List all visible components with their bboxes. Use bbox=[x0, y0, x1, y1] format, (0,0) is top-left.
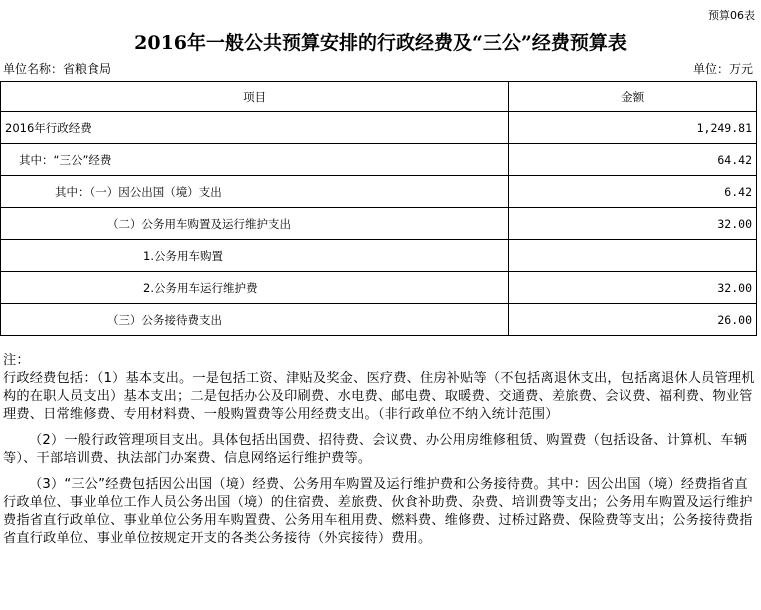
note-paragraph-3: （3）“三公”经费包括因公出国（境）经费、公务用车购置及运行维护费和公务接待费。其中：因公出国（境）经费指省直行政单位、事业单位工作人员公务出国（境）的住宿费、差旅费、伙食补助费、杂费、培训费等支出；公务用车购置及运行维护费指省直行政单位、事业单位公务用车购置费、公务用车租用费、燃料费、维修费、过桥过路费、保险费等支出；公务接待费指省直行政单位、事业单位按规定开支的各类公务接待（外宾接待）费用。 bbox=[3, 477, 753, 546]
table-header-row bbox=[1, 82, 757, 112]
notes-section bbox=[3, 352, 755, 548]
row-item: 2.公务用车运行维护费 bbox=[1, 272, 509, 304]
row-item: （二）公务用车购置及运行维护支出 bbox=[1, 208, 509, 240]
notes-heading: 注： bbox=[3, 353, 30, 368]
table-row bbox=[1, 304, 757, 336]
row-item: （三）公务接待费支出 bbox=[1, 304, 509, 336]
row-amount: 32.00 bbox=[509, 208, 757, 240]
unit-name: 单位名称：省粮食局 bbox=[3, 62, 112, 76]
table-row bbox=[1, 144, 757, 176]
row-amount: 1,249.81 bbox=[509, 112, 757, 144]
row-item: 其中：“三公”经费 bbox=[1, 144, 509, 176]
note-paragraph-2: （2）一般行政管理项目支出。具体包括出国费、招待费、会议费、办公用房维修租赁、购置费（包括设备、计算机、车辆等）、干部培训费、执法部门办案费、信息网络运行维护费等。 bbox=[3, 433, 748, 466]
note-paragraph-1: 行政经费包括：（1）基本支出。一是包括工资、津贴及奖金、医疗费、住房补贴等（不包括离退休支出，包括离退休人员管理机构的在职人员支出）基本支出；二是包括办公及印刷费、水电费、邮电费、取暖费、交通费、差旅费、会议费、福利费、物业管理费、日常维修费、专用材料费、一般购置费等公用经费支出。（非行政单位不纳入统计范围） bbox=[3, 371, 755, 422]
page-title: 2016年一般公共预算安排的行政经费及“三公”经费预算表 bbox=[134, 32, 627, 54]
currency-unit: 单位：万元 bbox=[692, 62, 753, 76]
header-amount: 金额 bbox=[509, 82, 757, 112]
row-amount: 6.42 bbox=[509, 176, 757, 208]
table-row bbox=[1, 272, 757, 304]
row-item: 2016年行政经费 bbox=[1, 112, 509, 144]
row-amount: 64.42 bbox=[509, 144, 757, 176]
row-amount bbox=[509, 240, 757, 272]
row-amount: 32.00 bbox=[509, 272, 757, 304]
table-row bbox=[1, 176, 757, 208]
row-item: 1.公务用车购置 bbox=[1, 240, 509, 272]
row-amount: 26.00 bbox=[509, 304, 757, 336]
form-code: 预算06表 bbox=[708, 9, 755, 22]
table-row bbox=[1, 240, 757, 272]
row-item: 其中：（一）因公出国（境）支出 bbox=[1, 176, 509, 208]
table-row bbox=[1, 208, 757, 240]
table-row bbox=[1, 112, 757, 144]
header-item: 项目 bbox=[1, 82, 509, 112]
budget-table bbox=[0, 81, 757, 336]
